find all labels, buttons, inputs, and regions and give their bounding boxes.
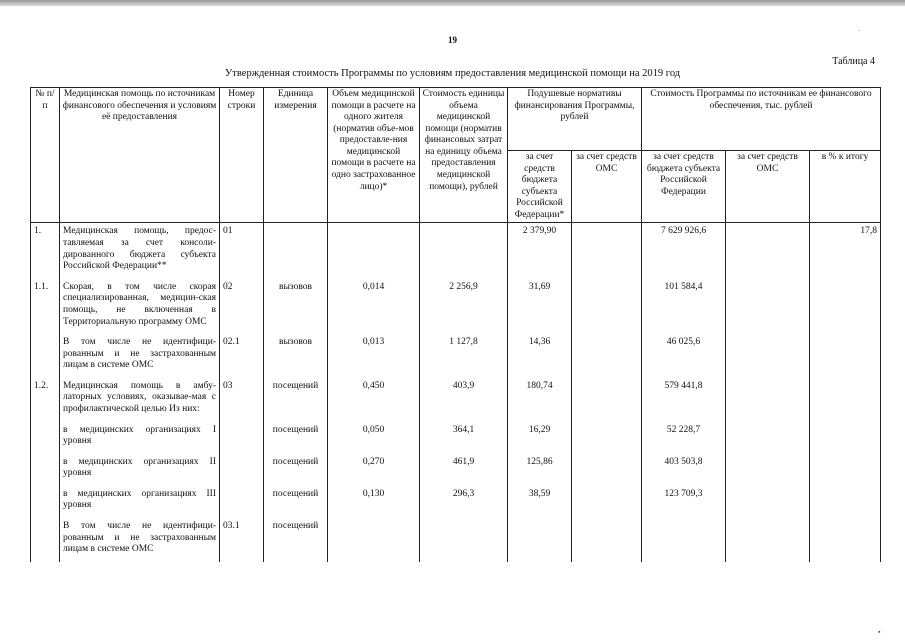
volume-cell: 0,270: [328, 454, 420, 486]
norm-oms-cell: [572, 454, 642, 486]
page-number: 19: [448, 35, 457, 45]
sum-oms-cell: [726, 486, 810, 518]
unit-cost-cell: 1 127,8: [420, 334, 508, 378]
row-number-cell: 1.: [31, 223, 60, 279]
header-per-capita-norms: Подушевые нормативы финансирования Программы, рублей: [508, 88, 642, 151]
unit-cost-cell: 461,9: [420, 454, 508, 486]
norm-budget-cell: 14,36: [508, 334, 572, 378]
percent-cell: [810, 334, 881, 378]
volume-cell: 0,013: [328, 334, 420, 378]
unit-cell: посещений: [264, 518, 328, 562]
header-row-number: Номер строки: [220, 88, 264, 223]
unit-cell: вызовов: [264, 334, 328, 378]
percent-cell: [810, 454, 881, 486]
unit-cost-cell: 2 256,9: [420, 279, 508, 334]
unit-cell: вызовов: [264, 279, 328, 334]
line-code-cell: 03.1: [220, 518, 264, 562]
table-row: [31, 334, 881, 378]
norm-budget-cell: 38,59: [508, 486, 572, 518]
norm-oms-cell: [572, 518, 642, 562]
norm-oms-cell: [572, 334, 642, 378]
row-number-cell: [31, 422, 60, 454]
sum-budget-cell: 46 025,6: [642, 334, 726, 378]
norm-budget-cell: 16,29: [508, 422, 572, 454]
sum-oms-cell: [726, 454, 810, 486]
line-code-cell: 01: [220, 223, 264, 279]
table-row: [31, 223, 881, 279]
unit-cell: посещений: [264, 378, 328, 422]
sum-oms-cell: [726, 422, 810, 454]
header-volume: Объем медицинской помощи в расчете на одного жителя (норматив объе-мов предоставле-ния медицинской помощи в расчете на одно застрахованное лицо)*: [328, 88, 420, 223]
volume-cell: 0,050: [328, 422, 420, 454]
sum-oms-cell: [726, 279, 810, 334]
unit-cost-cell: [420, 223, 508, 279]
header-num: № п/п: [31, 88, 60, 223]
row-number-cell: [31, 486, 60, 518]
header-program-cost: Стоимость Программы по источникам ее финансового обеспечения, тыс. рублей: [642, 88, 881, 151]
norm-budget-cell: 31,69: [508, 279, 572, 334]
volume-cell: [328, 518, 420, 562]
unit-cost-cell: 364,1: [420, 422, 508, 454]
norm-oms-cell: [572, 279, 642, 334]
unit-cell: посещений: [264, 422, 328, 454]
header-unit-cost: Стоимость единицы объема медицинской помощи (норматив финансовых затрат на единицу объема предоставления медицинской помощи), рублей: [420, 88, 508, 223]
norm-oms-cell: [572, 378, 642, 422]
line-code-cell: [220, 422, 264, 454]
percent-cell: [810, 279, 881, 334]
unit-cost-cell: 296,3: [420, 486, 508, 518]
header-description: Медицинская помощь по источникам финансового обеспечения и условиям её предоставления: [60, 88, 220, 223]
description-cell: в медицинских организациях II уровня: [60, 454, 220, 486]
line-code-cell: [220, 454, 264, 486]
table-row: [31, 518, 881, 562]
scan-speck: ·: [858, 27, 861, 35]
description-cell: Скорая, в том числе скорая специализированная, медицин-ская помощь, не включенная в Территориальную программу ОМС: [60, 279, 220, 334]
norm-budget-cell: 2 379,90: [508, 223, 572, 279]
volume-cell: 0,450: [328, 378, 420, 422]
volume-cell: [328, 223, 420, 279]
sum-budget-cell: 7 629 926,6: [642, 223, 726, 279]
row-number-cell: [31, 518, 60, 562]
cost-table: [30, 87, 881, 562]
norm-budget-cell: 180,74: [508, 378, 572, 422]
table-label: Таблица 4: [832, 56, 875, 67]
sum-budget-cell: 123 709,3: [642, 486, 726, 518]
norm-oms-cell: [572, 223, 642, 279]
table-row: [31, 279, 881, 334]
description-cell: В том числе не идентифици-рованным и не застрахованным лицам в системе ОМС: [60, 334, 220, 378]
header-unit: Единица измерения: [264, 88, 328, 223]
unit-cell: [264, 223, 328, 279]
sum-budget-cell: [642, 518, 726, 562]
volume-cell: 0,014: [328, 279, 420, 334]
sum-oms-cell: [726, 378, 810, 422]
sum-budget-cell: 101 584,4: [642, 279, 726, 334]
norm-oms-cell: [572, 486, 642, 518]
table-row: [31, 422, 881, 454]
description-cell: В том числе не идентифици-рованным и не застрахованным лицам в системе ОМС: [60, 518, 220, 562]
percent-cell: 17,8: [810, 223, 881, 279]
sum-oms-cell: [726, 334, 810, 378]
table-row: [31, 454, 881, 486]
header-norms-oms: за счет средств ОМС: [572, 151, 642, 223]
table-row: [31, 486, 881, 518]
sum-oms-cell: [726, 518, 810, 562]
header-cost-budget: за счет средств бюджета субъекта Российской Федерации: [642, 151, 726, 223]
percent-cell: [810, 518, 881, 562]
row-number-cell: 1.1.: [31, 279, 60, 334]
page-title: Утвержденная стоимость Программы по условиям предоставления медицинской помощи на 2019 год: [224, 68, 681, 79]
header-norms-budget: за счет средств бюджета субъекта Российской Федерации*: [508, 151, 572, 223]
description-cell: Медицинская помощь в амбу-латорных условиях, оказывае-мая с профилактической целью Из них:: [60, 378, 220, 422]
unit-cell: посещений: [264, 486, 328, 518]
norm-oms-cell: [572, 422, 642, 454]
percent-cell: [810, 378, 881, 422]
sum-budget-cell: 579 441,8: [642, 378, 726, 422]
percent-cell: [810, 486, 881, 518]
percent-cell: [810, 422, 881, 454]
row-number-cell: [31, 334, 60, 378]
scan-edge: [0, 0, 905, 6]
norm-budget-cell: [508, 518, 572, 562]
header-cost-percent: в % к итогу: [810, 151, 881, 223]
header-cost-oms: за счет средств ОМС: [726, 151, 810, 223]
unit-cost-cell: [420, 518, 508, 562]
sum-budget-cell: 403 503,8: [642, 454, 726, 486]
row-number-cell: 1.2.: [31, 378, 60, 422]
unit-cell: посещений: [264, 454, 328, 486]
line-code-cell: [220, 486, 264, 518]
scan-speck: ▪: [878, 628, 881, 636]
description-cell: в медицинских организациях I уровня: [60, 422, 220, 454]
row-number-cell: [31, 454, 60, 486]
line-code-cell: 02.1: [220, 334, 264, 378]
description-cell: в медицинских организациях III уровня: [60, 486, 220, 518]
table-row: [31, 378, 881, 422]
sum-budget-cell: 52 228,7: [642, 422, 726, 454]
volume-cell: 0,130: [328, 486, 420, 518]
norm-budget-cell: 125,86: [508, 454, 572, 486]
line-code-cell: 03: [220, 378, 264, 422]
unit-cost-cell: 403,9: [420, 378, 508, 422]
description-cell: Медицинская помощь, предос-тавляемая за счет консоли-дированного бюджета субъекта Российской Федерации**: [60, 223, 220, 279]
line-code-cell: 02: [220, 279, 264, 334]
sum-oms-cell: [726, 223, 810, 279]
